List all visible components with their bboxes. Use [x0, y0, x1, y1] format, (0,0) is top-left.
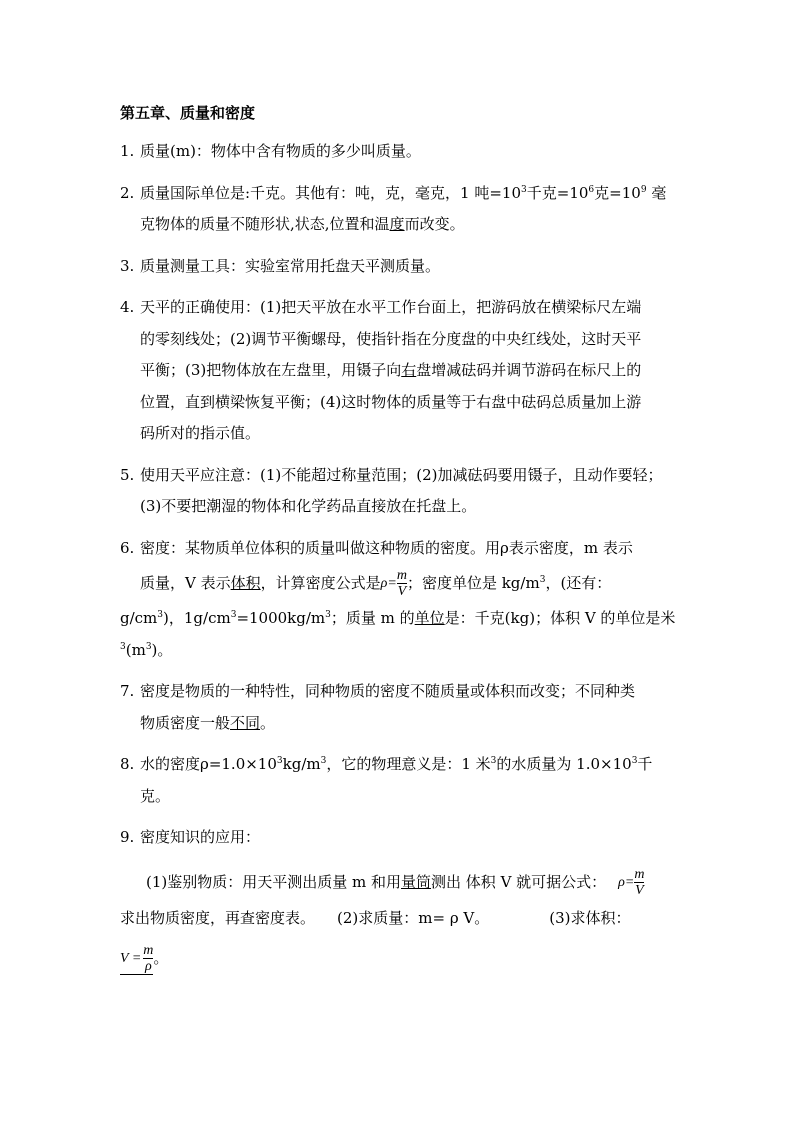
item-text-line: 质量国际单位是:千克。其他有：吨，克，毫克，1 吨$=10^3$千克$=10^6$克$=10^9$ 毫 — [140, 183, 667, 202]
item-text-line: 密度是物质的一种特性，同种物质的密度不随质量或体积而改变；不同种类 — [140, 682, 636, 700]
item-text-line: 的零刻线处；(2)调节平衡螺母，使指针指在分度盘的中央红线处，这时天平 — [140, 329, 642, 348]
item-number: 7. — [120, 682, 135, 700]
item-text: 密度知识的应用： — [140, 828, 261, 846]
item-number: 6. — [120, 538, 135, 557]
item-text-line: 质量，V 表示体积，计算密度公式是ρ= $\frac{m}{V}$ ；密度单位是 $kg/m^3$，(还有： — [140, 564, 675, 603]
item-text: 质量测量工具：实验室常用托盘天平测质量。 — [140, 256, 441, 275]
item-text-line: 物质密度一般不同。 — [140, 713, 276, 732]
list-item-4 — [120, 292, 675, 450]
item-text-line: 平衡；(3)把物体放在左盘里，用镊子向右盘增减砝码并调节游码在标尺上的 — [140, 361, 642, 379]
volume-fraction: $\frac{m}{\rho}$ — [143, 943, 154, 974]
list-item-5 — [120, 460, 675, 523]
list-item-2 — [120, 178, 675, 241]
chapter-title: 第五章、质量和密度 — [120, 104, 256, 122]
volume-formula: V = $\frac{m}{\rho}$ — [120, 943, 154, 974]
application-line-3: V = $\frac{m}{\rho}$ 。 — [120, 943, 169, 974]
list-item-3 — [120, 251, 675, 283]
item-text-line: 克。 — [140, 786, 171, 805]
item-number: 9. — [120, 828, 135, 846]
density-formula: ρ= — [380, 576, 397, 591]
item-text-line: 密度：某物质单位体积的质量叫做这种物质的密度。用ρ表示密度，m 表示 — [140, 538, 633, 557]
item-text-line: 克物体的质量不随形状,状态,位置和温度而改变。 — [140, 215, 465, 233]
item-text-line: 天平的正确使用：(1)把天平放在水平工作台面上，把游码放在横梁标尺左端 — [140, 298, 642, 316]
list-item-8 — [120, 749, 675, 812]
document-page — [120, 100, 675, 978]
item-text-line: 码所对的指示值。 — [140, 424, 261, 442]
item-text-line: 水的密度$\rho=1.0\times 10^3kg/m^3$，它的物理意义是：1 米$^3$的水质量为 $1.0\times 10^3$千 — [140, 755, 653, 773]
item-text: 质量(m)：物体中含有物质的多少叫质量。 — [140, 142, 421, 160]
item-text-line: (3)不要把潮湿的物体和化学药品直接放在托盘上。 — [140, 497, 477, 515]
density-formula: ρ= — [618, 874, 635, 890]
density-fraction: $\frac{m}{V}$ — [634, 866, 645, 898]
application-line-1: (1)鉴别物质：用天平测出质量 m 和用量筒测出 体积 V 就可据公式： ρ= $\frac{m}{V}$ — [120, 862, 675, 903]
item-number: 4. — [120, 298, 135, 316]
item-number: 8. — [120, 755, 135, 773]
item-text-line: $g/cm^3$)，$1g/cm^3=1000kg/m^3$；质量 m 的单位是：千克(kg)；体积 V 的单位是米 — [120, 609, 676, 627]
item-text-line: 使用天平应注意：(1)不能超过称量范围；(2)加减砝码要用镊子，且动作要轻； — [140, 465, 663, 484]
item-text-line: $^3(m^3)$。 — [120, 640, 173, 659]
list-item-1 — [120, 136, 675, 168]
item-number: 5. — [120, 465, 135, 484]
application-line-2: 求出物质密度，再查密度表。 (2)求质量：m= ρ V。 (3)求体积： — [120, 908, 631, 927]
list-item-6 — [120, 533, 675, 667]
list-item-9 — [120, 822, 675, 854]
density-fraction: $\frac{m}{V}$ — [396, 568, 407, 599]
item-text-line: 位置，直到横梁恢复平衡；(4)这时物体的质量等于右盘中砝码总质量加上游 — [140, 392, 642, 411]
item-number: 2. — [120, 183, 135, 202]
list-item-7 — [120, 676, 675, 739]
item-number: 1. — [120, 142, 135, 160]
item-number: 3. — [120, 256, 135, 275]
